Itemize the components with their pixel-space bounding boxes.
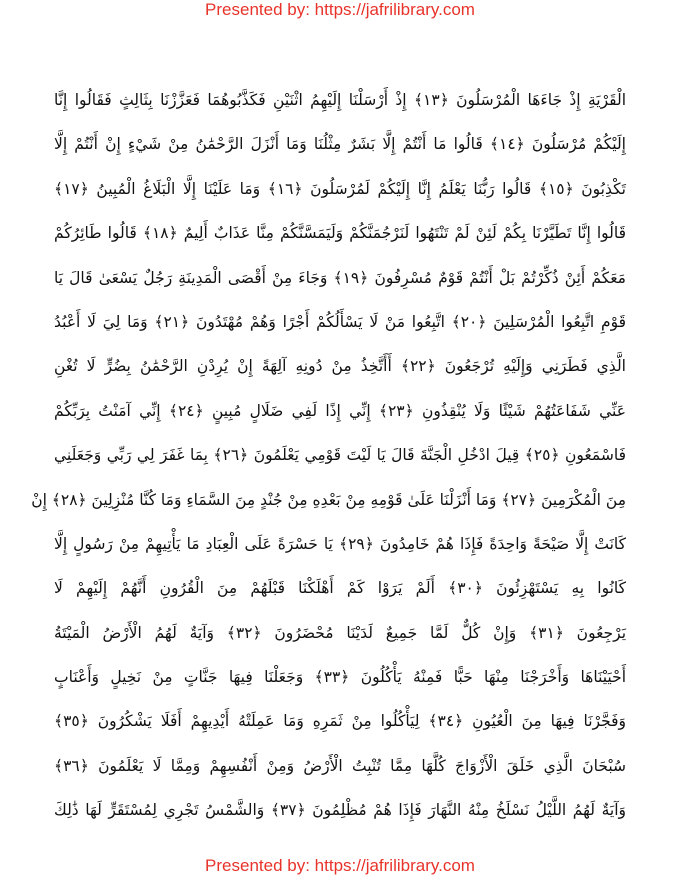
verse-line: إِلَيْكُمْ مُرْسَلُونَ ﴿١٤﴾ قَالُوا مَا أَنْتُمْ إِلَّا بَشَرٌ مِثْلُنَا وَمَا أَنْزَلَ الرَّحْمَٰنُ مِنْ شَيْءٍ إِنْ أَنْتُمْ إِلَّا <box>54 135 626 154</box>
verse-line: أَحْيَيْنَاهَا وَأَخْرَجْنَا مِنْهَا حَبًّا فَمِنْهُ يَأْكُلُونَ ﴿٣٣﴾ وَجَعَلْنَا فِيهَا جَنَّاتٍ مِنْ نَخِيلٍ وَأَعْنَابٍ <box>54 668 626 687</box>
verse-line: الَّذِي فَطَرَنِي وَإِلَيْهِ تُرْجَعُونَ ﴿٢٢﴾ أَأَتَّخِذُ مِنْ دُونِهِ آلِهَةً إِنْ يُرِدْنِ الرَّحْمَٰنُ بِضُرٍّ لَا تُغْنِ <box>54 357 626 376</box>
verse-line: كَانَتْ إِلَّا صَيْحَةً وَاحِدَةً فَإِذَا هُمْ خَامِدُونَ ﴿٢٩﴾ يَا حَسْرَةً عَلَى الْعِبَادِ مَا يَأْتِيهِمْ مِنْ رَسُولٍ إِلَّا <box>54 534 627 553</box>
verse-line: سُبْحَانَ الَّذِي خَلَقَ الْأَزْوَاجَ كُلَّهَا مِمَّا تُنْبِتُ الْأَرْضُ وَمِنْ أَنْفُسِهِمْ وَمِمَّا لَا يَعْلَمُونَ ﴿٣٦﴾ <box>54 756 626 775</box>
verse-line: مِنَ الْمُكْرَمِينَ ﴿٢٧﴾ وَمَا أَنْزَلْنَا عَلَىٰ قَوْمِهِ مِنْ بَعْدِهِ مِنْ جُنْدٍ مِنَ السَّمَاءِ وَمَا كُنَّا مُنْزِلِينَ ﴿٢٨﴾ إِنْ <box>31 490 626 509</box>
header-banner[interactable]: Presented by: https://jafrilibrary.com <box>205 0 475 19</box>
verse-line: فَاسْمَعُونِ ﴿٢٥﴾ قِيلَ ادْخُلِ الْجَنَّةَ قَالَ يَا لَيْتَ قَوْمِي يَعْلَمُونَ ﴿٢٦﴾ بِمَا غَفَرَ لِي رَبِّي وَجَعَلَنِي <box>54 446 626 465</box>
verse-line: وَفَجَّرْنَا فِيهَا مِنَ الْعُيُونِ ﴿٣٤﴾ لِيَأْكُلُوا مِنْ ثَمَرِهِ وَمَا عَمِلَتْهُ أَيْدِيهِمْ أَفَلَا يَشْكُرُونَ ﴿٣٥﴾ <box>54 712 626 731</box>
verse-line: عَنِّي شَفَاعَتُهُمْ شَيْئًا وَلَا يُنْقِذُونِ ﴿٢٣﴾ إِنِّي إِذًا لَفِي ضَلَالٍ مُبِينٍ ﴿٢٤﴾ إِنِّي آمَنْتُ بِرَبِّكُمْ <box>54 401 626 420</box>
verse-line: مَعَكُمْ أَئِنْ ذُكِّرْتُمْ بَلْ أَنْتُمْ قَوْمٌ مُسْرِفُونَ ﴿١٩﴾ وَجَاءَ مِنْ أَقْصَى الْمَدِينَةِ رَجُلٌ يَسْعَىٰ قَالَ يَا <box>54 268 626 287</box>
verse-line: قَالُوا إِنَّا تَطَيَّرْنَا بِكُمْ لَئِنْ لَمْ تَنْتَهُوا لَنَرْجُمَنَّكُمْ وَلَيَمَسَّنَّكُمْ مِنَّا عَذَابٌ أَلِيمٌ ﴿١٨﴾ قَالُوا طَائِرُكُمْ <box>54 224 626 243</box>
verse-line: كَانُوا بِهِ يَسْتَهْزِئُونَ ﴿٣٠﴾ أَلَمْ يَرَوْا كَمْ أَهْلَكْنَا قَبْلَهُمْ مِنَ الْقُرُونِ أَنَّهُمْ إِلَيْهِمْ لَا <box>54 579 627 598</box>
quran-text-block <box>31 78 627 833</box>
verse-line: وَآيَةٌ لَهُمُ اللَّيْلُ نَسْلَخُ مِنْهُ النَّهَارَ فَإِذَا هُمْ مُظْلِمُونَ ﴿٣٧﴾ وَالشَّمْسُ تَجْرِي لِمُسْتَقَرٍّ لَهَا ذَٰلِكَ <box>54 801 626 820</box>
footer-banner[interactable]: Presented by: https://jafrilibrary.com <box>205 856 475 875</box>
verse-line: قَوْمِ اتَّبِعُوا الْمُرْسَلِينَ ﴿٢٠﴾ اتَّبِعُوا مَنْ لَا يَسْأَلُكُمْ أَجْرًا وَهُمْ مُهْتَدُونَ ﴿٢١﴾ وَمَا لِيَ لَا أَعْبُدُ <box>54 312 626 331</box>
verse-line: يَرْجِعُونَ ﴿٣١﴾ وَإِنْ كُلٌّ لَمَّا جَمِيعٌ لَدَيْنَا مُحْضَرُونَ ﴿٣٢﴾ وَآيَةٌ لَهُمُ الْأَرْضُ الْمَيْتَةُ <box>54 623 627 642</box>
verse-line: تَكْذِبُونَ ﴿١٥﴾ قَالُوا رَبُّنَا يَعْلَمُ إِنَّا إِلَيْكُمْ لَمُرْسَلُونَ ﴿١٦﴾ وَمَا عَلَيْنَا إِلَّا الْبَلَاغُ الْمُبِينُ ﴿١٧﴾ <box>54 179 626 198</box>
verse-line: الْقَرْيَةِ إِذْ جَاءَهَا الْمُرْسَلُونَ ﴿١٣﴾ إِذْ أَرْسَلْنَا إِلَيْهِمُ اثْنَيْنِ فَكَذَّبُوهُمَا فَعَزَّزْنَا بِثَالِثٍ فَقَالُوا إِنَّا <box>54 91 626 109</box>
